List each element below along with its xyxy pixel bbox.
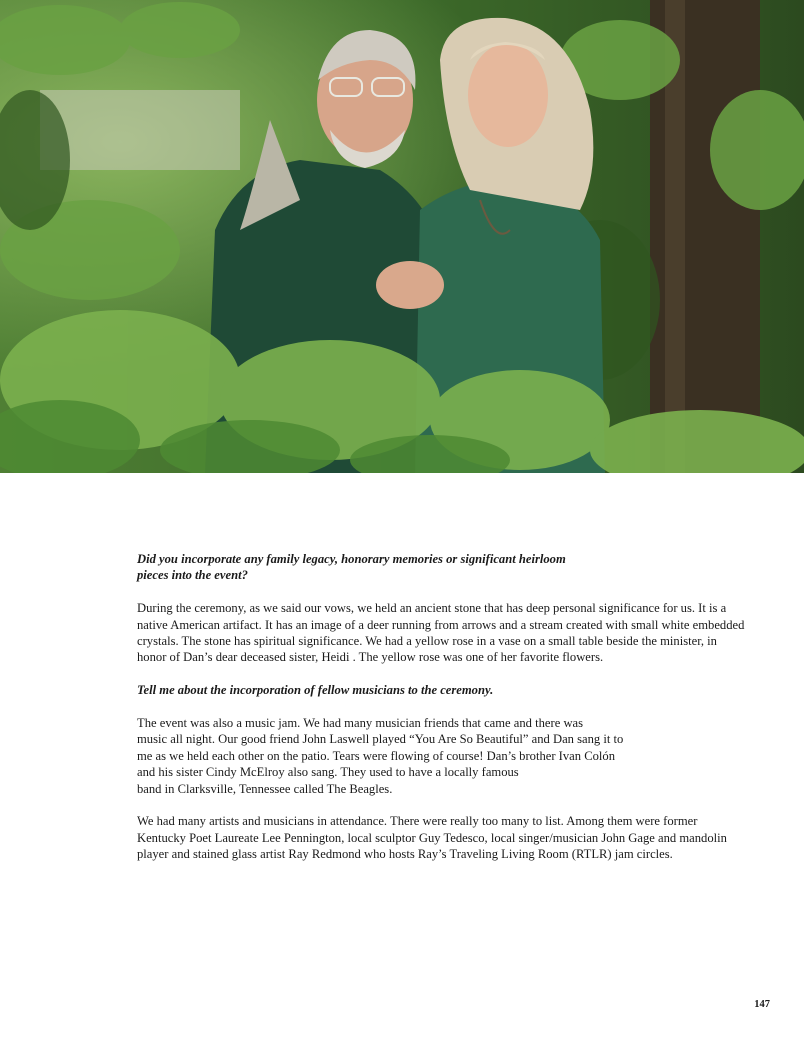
answer-musicians-line: me as we held each other on the patio. Tears were flowing of course! Dan’s brother Ivan Colón [137, 748, 615, 763]
question-heirloom [137, 551, 747, 584]
question-heirloom-line-2: pieces into the event? [137, 568, 248, 583]
answer-musicians-line: and his sister Cindy McElroy also sang. They used to have a locally famous [137, 765, 519, 780]
question-heirloom-line-1: Did you incorporate any family legacy, honorary memories or significant heirloom [137, 552, 566, 566]
page-number: 147 [754, 999, 770, 1010]
article-body [137, 551, 747, 879]
answer-heirloom: During the ceremony, as we said our vows, we held an ancient stone that has deep personal significance for us. It is a native American artifact. It has an image of a deer running from arrows and a stream created with small white embedded crystals. The stone has spiritual significance. We had a yellow rose in a vase on a small table beside the minister, in honor of Dan’s dear deceased sister, Heidi . The yellow rose was one of her favorite flowers. [137, 601, 745, 665]
answer-attendees: We had many artists and musicians in attendance. There were really too many to list. Among them were former Kentucky Poet Laureate Lee Pennington, local sculptor Guy Tedesco, local singer/musician John Gage and mandolin player and stained glass artist Ray Redmond who hosts Ray’s Traveling Living Room (RTLR) jam circles. [137, 814, 727, 862]
couple-photo [0, 0, 804, 473]
answer-musicians-line: The event was also a music jam. We had many musician friends that came and there was [137, 716, 584, 731]
answer-musicians [137, 715, 747, 797]
question-musicians: Tell me about the incorporation of fellow musicians to the ceremony. [137, 683, 494, 698]
answer-musicians-line: music all night. Our good friend John Laswell played “You Are So Beautiful” and Dan sang it to [137, 732, 624, 747]
answer-musicians-line: band in Clarksville, Tennessee called The Beagles. [137, 781, 393, 796]
